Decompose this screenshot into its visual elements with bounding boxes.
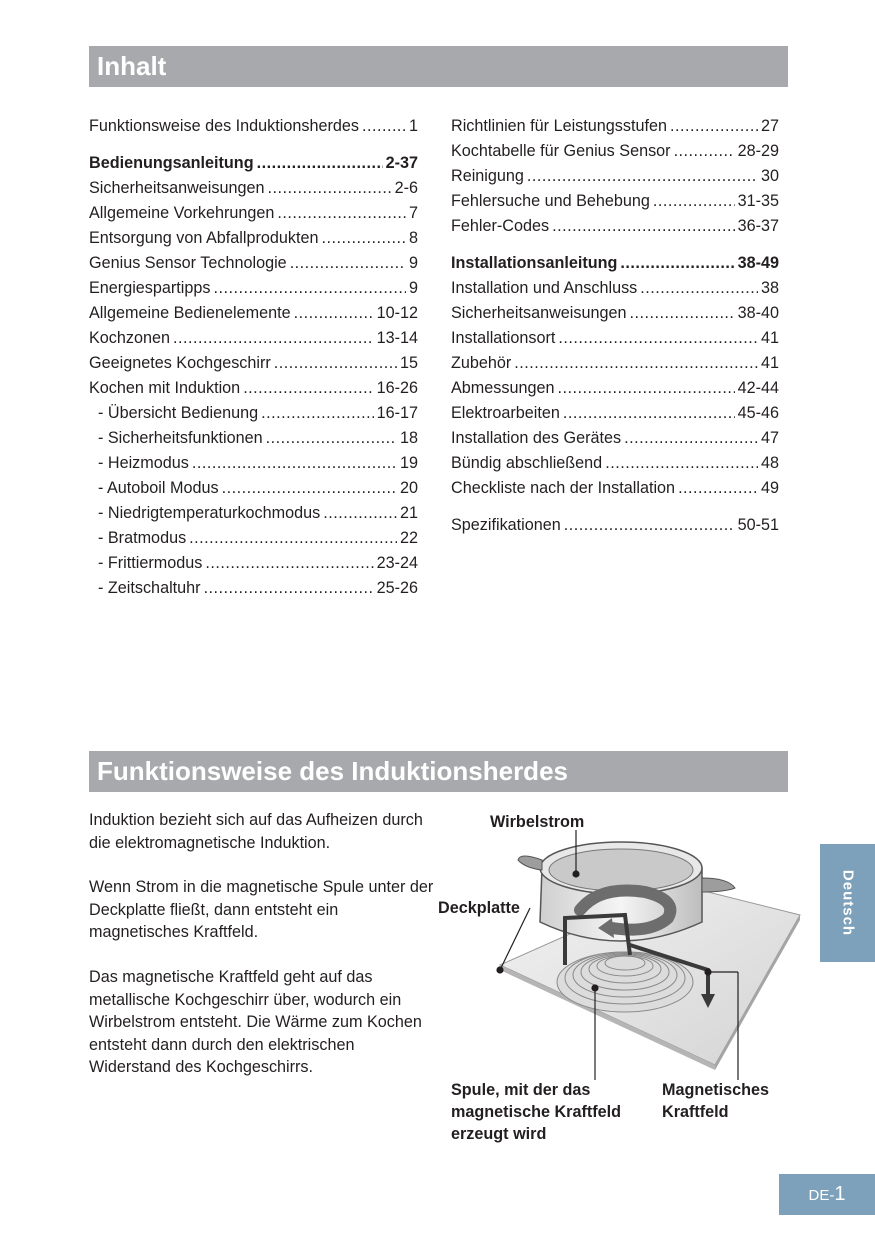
toc-entry-page: 36-37 [737,217,779,235]
toc-entry-page: 47 [760,429,779,447]
toc-entry [451,276,779,301]
toc-entry-page: 19 [399,454,418,472]
toc-dot-leader [205,551,373,576]
toc-entry-label: Kochzonen [89,329,171,347]
toc-entry [89,114,418,139]
toc-entry-label: Bündig abschließend [451,454,603,472]
toc-entry [89,276,418,301]
toc-entry [89,151,418,176]
toc-entry [89,176,418,201]
toc-entry [451,114,779,139]
toc-entry-label: Installation und Anschluss [451,279,638,297]
page-number-value: 1 [834,1183,846,1205]
toc-entry [451,376,779,401]
intro-paragraph-3: Das magnetische Kraftfeld geht auf das metallische Kochgeschirr über, wodurch ein Wirbelstrom entsteht. Die Wärme zum Kochen entsteht dann durch den elektrischen Widerstand des Kochgeschirrs. [89,967,422,1077]
toc-entry-page: 2-37 [385,154,418,172]
toc-dot-leader [678,476,758,501]
toc-entry [89,426,418,451]
intro-paragraph-1: Induktion bezieht sich auf das Aufheizen durch die elektromagnetische Induktion. [89,811,423,852]
toc-entry-label: Spezifikationen [451,516,561,534]
toc-dot-leader [620,251,734,276]
magnetic-field-label-line-1: Magnetisches [662,1081,770,1099]
toc-entry-label: Sicherheitsanweisungen [451,304,627,322]
coil-label-line-2: magnetische Kraftfeld [451,1103,622,1121]
toc-dot-leader [322,226,406,251]
toc-entry-page: 41 [760,329,779,347]
toc-entry-label: Entsorgung von Abfallprodukten [89,229,319,247]
toc-dot-leader [204,576,374,601]
toc-right-column [451,114,779,538]
toc-entry-label: Allgemeine Vorkehrungen [89,204,275,222]
toc-dot-leader [294,301,374,326]
toc-entry-page: 21 [399,504,418,522]
toc-entry-page: 38 [760,279,779,297]
toc-entry-label: - Frittiermodus [98,554,203,572]
toc-entry-page: 38-40 [737,304,779,322]
page-number-prefix: DE- [808,1187,835,1204]
toc-entry [89,526,418,551]
toc-entry-label: Energiespartipps [89,279,211,297]
toc-entry-page: 22 [399,529,418,547]
toc-dot-leader [189,526,397,551]
toc-entry [89,301,418,326]
toc-entry-label: Sicherheitsanweisungen [89,179,265,197]
toc-entry-label: Richtlinien für Leistungsstufen [451,117,667,135]
toc-entry-label: Funktionsweise des Induktionsherdes [89,117,359,135]
toc-entry-label: Fehlersuche und Behebung [451,192,650,210]
toc-entry-page: 42-44 [737,379,779,397]
toc-dot-leader [640,276,758,301]
language-tab [820,844,875,962]
toc-entry [451,426,779,451]
toc-dot-leader [243,376,373,401]
toc-entry [89,401,418,426]
toc-entry-label: Bedienungsanleitung [89,154,254,172]
function-heading: Funktionsweise des Induktionsherdes [89,751,788,792]
toc-dot-leader [267,176,391,201]
toc-entry-label: Installationsanleitung [451,254,618,272]
toc-entry-page: 18 [399,429,418,447]
toc-entry-label: Checkliste nach der Installation [451,479,676,497]
toc-dot-leader [274,351,397,376]
toc-entry-page: 16-17 [376,404,418,422]
toc-entry-label: - Zeitschaltuhr [98,579,201,597]
contents-heading: Inhalt [89,46,788,87]
toc-entry-page: 2-6 [394,179,418,197]
coil-label [451,1079,661,1145]
toc-dot-leader [558,376,735,401]
toc-entry-label: - Bratmodus [98,529,187,547]
toc-entry [451,326,779,351]
toc-entry-page: 16-26 [376,379,418,397]
toc-dot-leader [173,326,374,351]
toc-entry [451,401,779,426]
magnetic-field-label [662,1079,812,1123]
toc-entry-label: Geeignetes Kochgeschirr [89,354,271,372]
language-tab-label: Deutsch [839,869,856,937]
toc-dot-leader [558,326,758,351]
toc-entry [89,551,418,576]
toc-entry [89,326,418,351]
toc-entry [451,351,779,376]
toc-dot-leader [257,151,383,176]
toc-entry [89,501,418,526]
toc-dot-leader [277,201,406,226]
toc-entry [89,451,418,476]
toc-entry [89,576,418,601]
toc-entry-page: 23-24 [376,554,418,572]
toc-entry-page: 25-26 [376,579,418,597]
toc-dot-leader [514,351,758,376]
toc-entry-page: 48 [760,454,779,472]
toc-entry-page: 9 [408,254,418,272]
toc-dot-leader [527,164,758,189]
toc-entry [451,476,779,501]
toc-entry-page: 9 [408,279,418,297]
toc-entry-label: Reinigung [451,167,524,185]
toc-entry-page: 49 [760,479,779,497]
toc-entry-label: Kochen mit Induktion [89,379,241,397]
toc-entry [451,164,779,189]
eddy-current-label: Wirbelstrom [490,813,585,831]
toc-entry [451,139,779,164]
toc-entry-page: 45-46 [737,404,779,422]
toc-dot-leader [362,114,406,139]
toc-entry-page: 8 [408,229,418,247]
toc-entry-page: 7 [408,204,418,222]
toc-entry-page: 50-51 [737,516,779,534]
toc-entry-label: Genius Sensor Technologie [89,254,287,272]
toc-entry [89,251,418,276]
toc-entry-label: - Übersicht Bedienung [98,404,259,422]
toc-dot-leader [629,301,734,326]
toc-entry [89,376,418,401]
toc-entry-label: Fehler-Codes [451,217,550,235]
toc-dot-leader [624,426,758,451]
toc-entry-label: Abmessungen [451,379,555,397]
toc-entry-label: - Niedrigtemperaturkochmodus [98,504,321,522]
toc-entry-page: 1 [408,117,418,135]
toc-dot-leader [213,276,406,301]
toc-entry-label: - Heizmodus [98,454,189,472]
toc-left-column [89,114,418,601]
toc-dot-leader [323,501,397,526]
toc-entry-page: 13-14 [376,329,418,347]
toc-entry [89,226,418,251]
page-number-tab [779,1174,875,1215]
toc-entry [451,451,779,476]
toc-dot-leader [222,476,397,501]
toc-entry-page: 30 [760,167,779,185]
coil-label-line-1: Spule, mit der das [451,1081,591,1099]
toc-dot-leader [605,451,758,476]
induction-diagram [480,830,810,1090]
toc-dot-leader [674,139,735,164]
cover-plate-label: Deckplatte [438,899,520,917]
toc-entry-label: - Sicherheitsfunktionen [98,429,263,447]
toc-dot-leader [290,251,406,276]
toc-entry-label: Zubehör [451,354,512,372]
toc-dot-leader [192,451,397,476]
magnetic-field-label-line-2: Kraftfeld [662,1103,729,1121]
toc-dot-leader [552,214,735,239]
toc-dot-leader [266,426,397,451]
toc-entry-page: 15 [399,354,418,372]
intro-paragraph-2: Wenn Strom in die magnetische Spule unter der Deckplatte fließt, dann entsteht ein magnetisches Kraftfeld. [89,878,434,942]
toc-dot-leader [564,513,735,538]
coil-label-line-3: erzeugt wird [451,1125,547,1143]
toc-entry-label: Elektroarbeiten [451,404,560,422]
toc-entry-page: 31-35 [737,192,779,210]
intro-text [89,809,434,1101]
toc-entry-label: Kochtabelle für Genius Sensor [451,142,671,160]
toc-entry-page: 41 [760,354,779,372]
toc-entry [89,476,418,501]
toc-entry-page: 10-12 [376,304,418,322]
toc-entry [451,214,779,239]
toc-entry [451,189,779,214]
toc-entry [89,351,418,376]
toc-dot-leader [261,401,373,426]
toc-dot-leader [670,114,758,139]
toc-entry [451,251,779,276]
toc-entry-page: 20 [399,479,418,497]
toc-entry-page: 27 [760,117,779,135]
coil [557,952,693,1012]
toc-entry-label: Installation des Gerätes [451,429,622,447]
toc-entry [89,201,418,226]
toc-entry [451,513,779,538]
toc-dot-leader [563,401,735,426]
toc-dot-leader [653,189,735,214]
toc-entry-label: - Autoboil Modus [98,479,219,497]
toc-entry [451,301,779,326]
toc-entry-page: 38-49 [737,254,779,272]
toc-entry-label: Installationsort [451,329,556,347]
toc-entry-label: Allgemeine Bedienelemente [89,304,291,322]
toc-entry-page: 28-29 [737,142,779,160]
